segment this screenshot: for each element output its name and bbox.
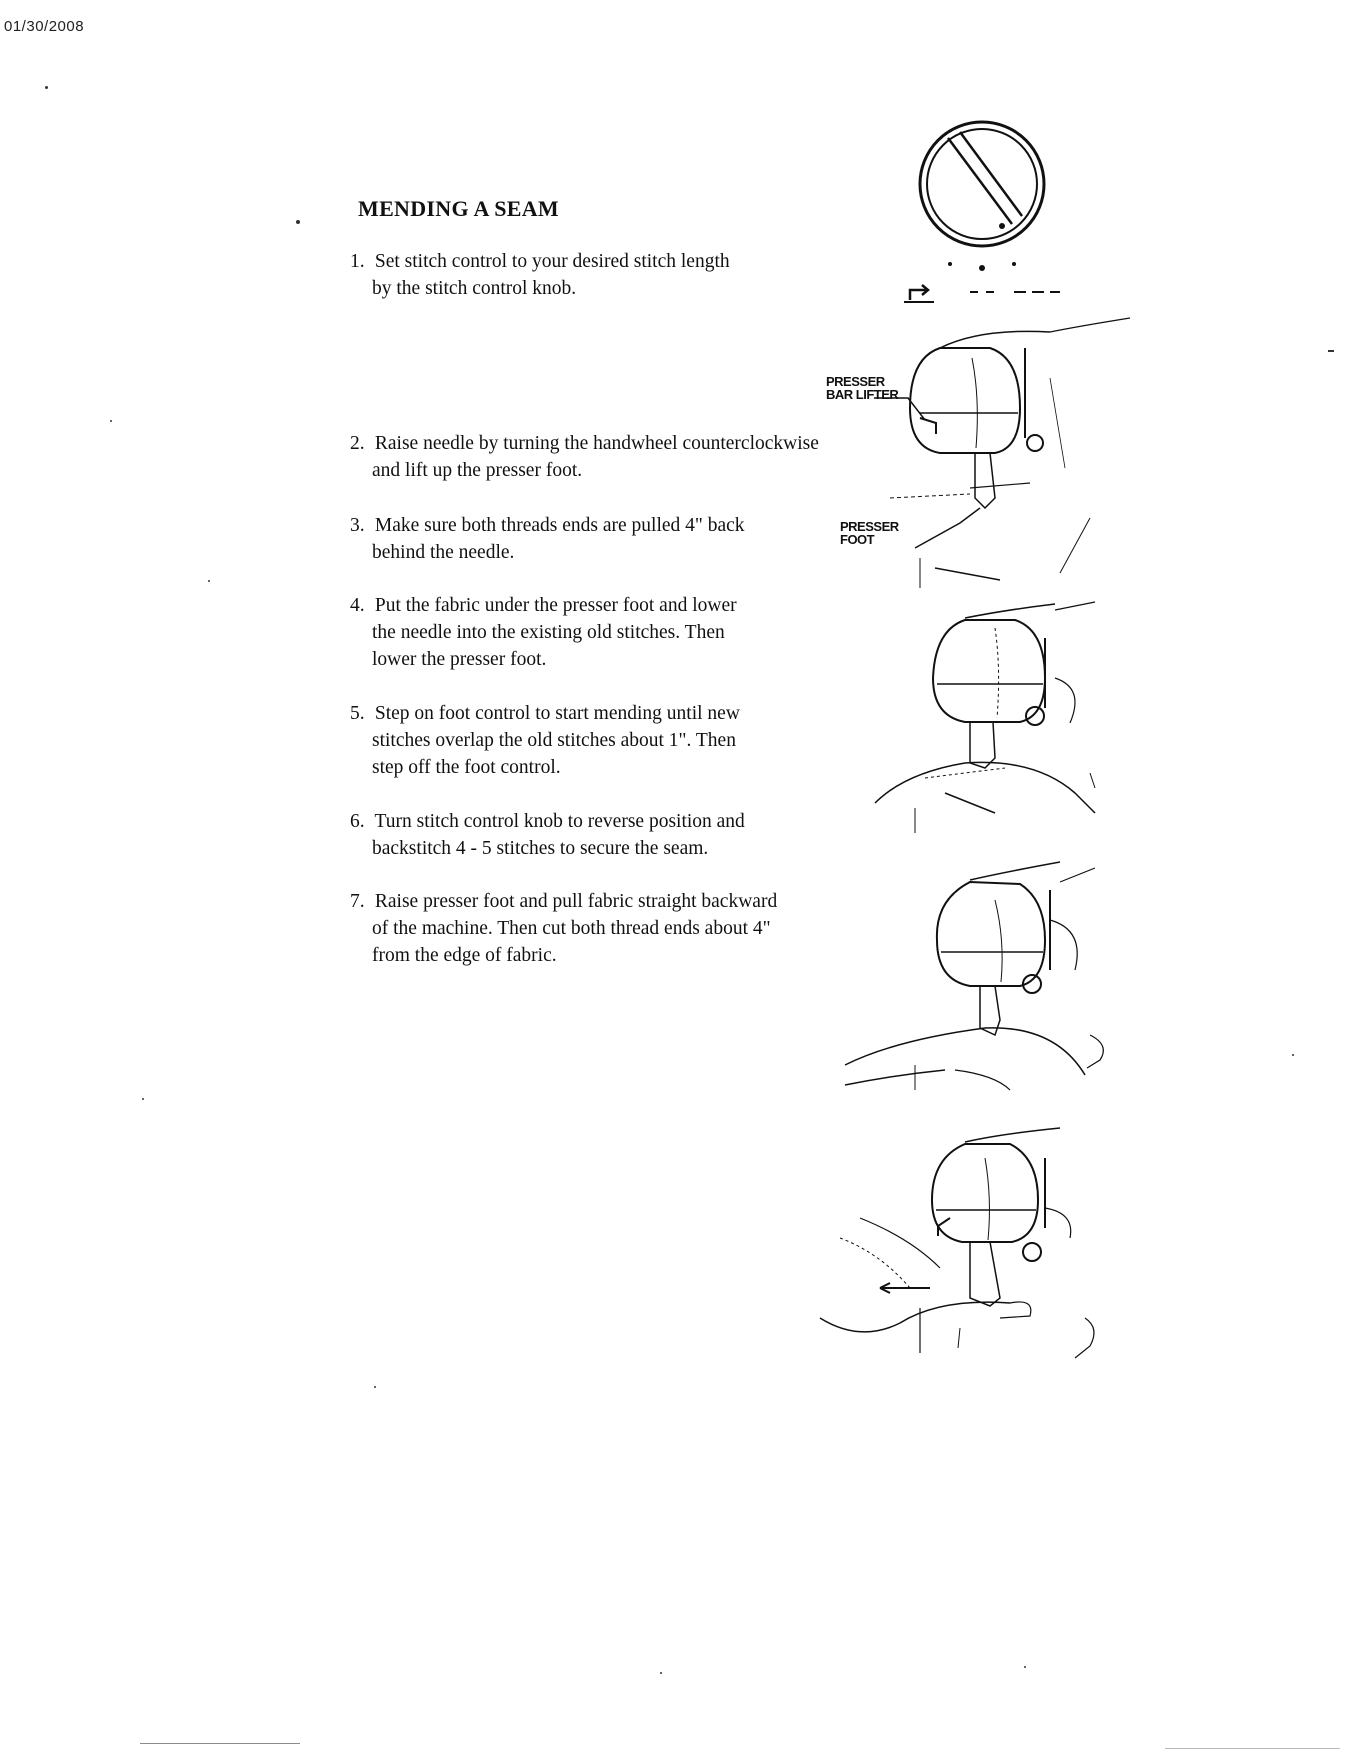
footer-line	[1165, 1748, 1340, 1749]
step-5	[350, 700, 740, 781]
step-text: Put the fabric under the presser foot and lower	[374, 595, 737, 616]
step-3	[350, 512, 745, 566]
page-date: 01/30/2008	[4, 18, 85, 35]
step-1	[350, 248, 730, 302]
step-number: 6.	[350, 811, 365, 832]
step-number: 4.	[350, 595, 365, 616]
footer-line	[140, 1743, 300, 1744]
step-text: of the machine. Then cut both thread ends about 4"	[372, 918, 771, 939]
step-number: 3.	[350, 515, 365, 536]
step-7	[350, 888, 777, 969]
section-title: MENDING A SEAM	[358, 196, 559, 221]
step-text: Make sure both threads ends are pulled 4" back	[374, 515, 745, 536]
step-6	[350, 808, 745, 862]
step-text: Raise needle by turning the handwheel counterclockwise	[374, 433, 819, 454]
step-text: lower the presser foot.	[372, 649, 547, 670]
step-text: stitches overlap the old stitches about 1". Then	[372, 730, 736, 751]
step-text: Step on foot control to start mending until new	[374, 703, 740, 724]
sewing-machine-illustration	[835, 860, 1125, 1090]
step-text: backstitch 4 - 5 stitches to secure the seam.	[372, 838, 709, 859]
step-text: Set stitch control to your desired stitch length	[374, 251, 730, 272]
presser-foot-label: PRESSER FOOT	[840, 519, 899, 547]
step-number: 2.	[350, 433, 365, 454]
sewing-machine-illustration	[880, 318, 1130, 583]
step-4	[350, 592, 737, 673]
step-text: Turn stitch control knob to reverse position and	[374, 811, 745, 832]
step-number: 1.	[350, 251, 365, 272]
sewing-machine-illustration	[820, 1128, 1120, 1368]
step-text: behind the needle.	[372, 542, 515, 563]
sewing-machine-illustration	[845, 598, 1125, 828]
step-text: step off the foot control.	[372, 757, 561, 778]
step-number: 7.	[350, 891, 365, 912]
step-number: 5.	[350, 703, 365, 724]
presser-bar-lifter-label: PRESSER BAR LIFTER	[826, 374, 899, 402]
step-text: Raise presser foot and pull fabric straight backward	[374, 891, 778, 912]
reverse-stitch-icon	[900, 282, 940, 304]
stitch-control-knob-icon	[910, 118, 1060, 303]
step-text: from the edge of fabric.	[372, 945, 557, 966]
step-text: and lift up the presser foot.	[372, 460, 583, 481]
step-2	[350, 430, 819, 484]
step-text: by the stitch control knob.	[372, 278, 577, 299]
step-text: the needle into the existing old stitches. Then	[372, 622, 725, 643]
